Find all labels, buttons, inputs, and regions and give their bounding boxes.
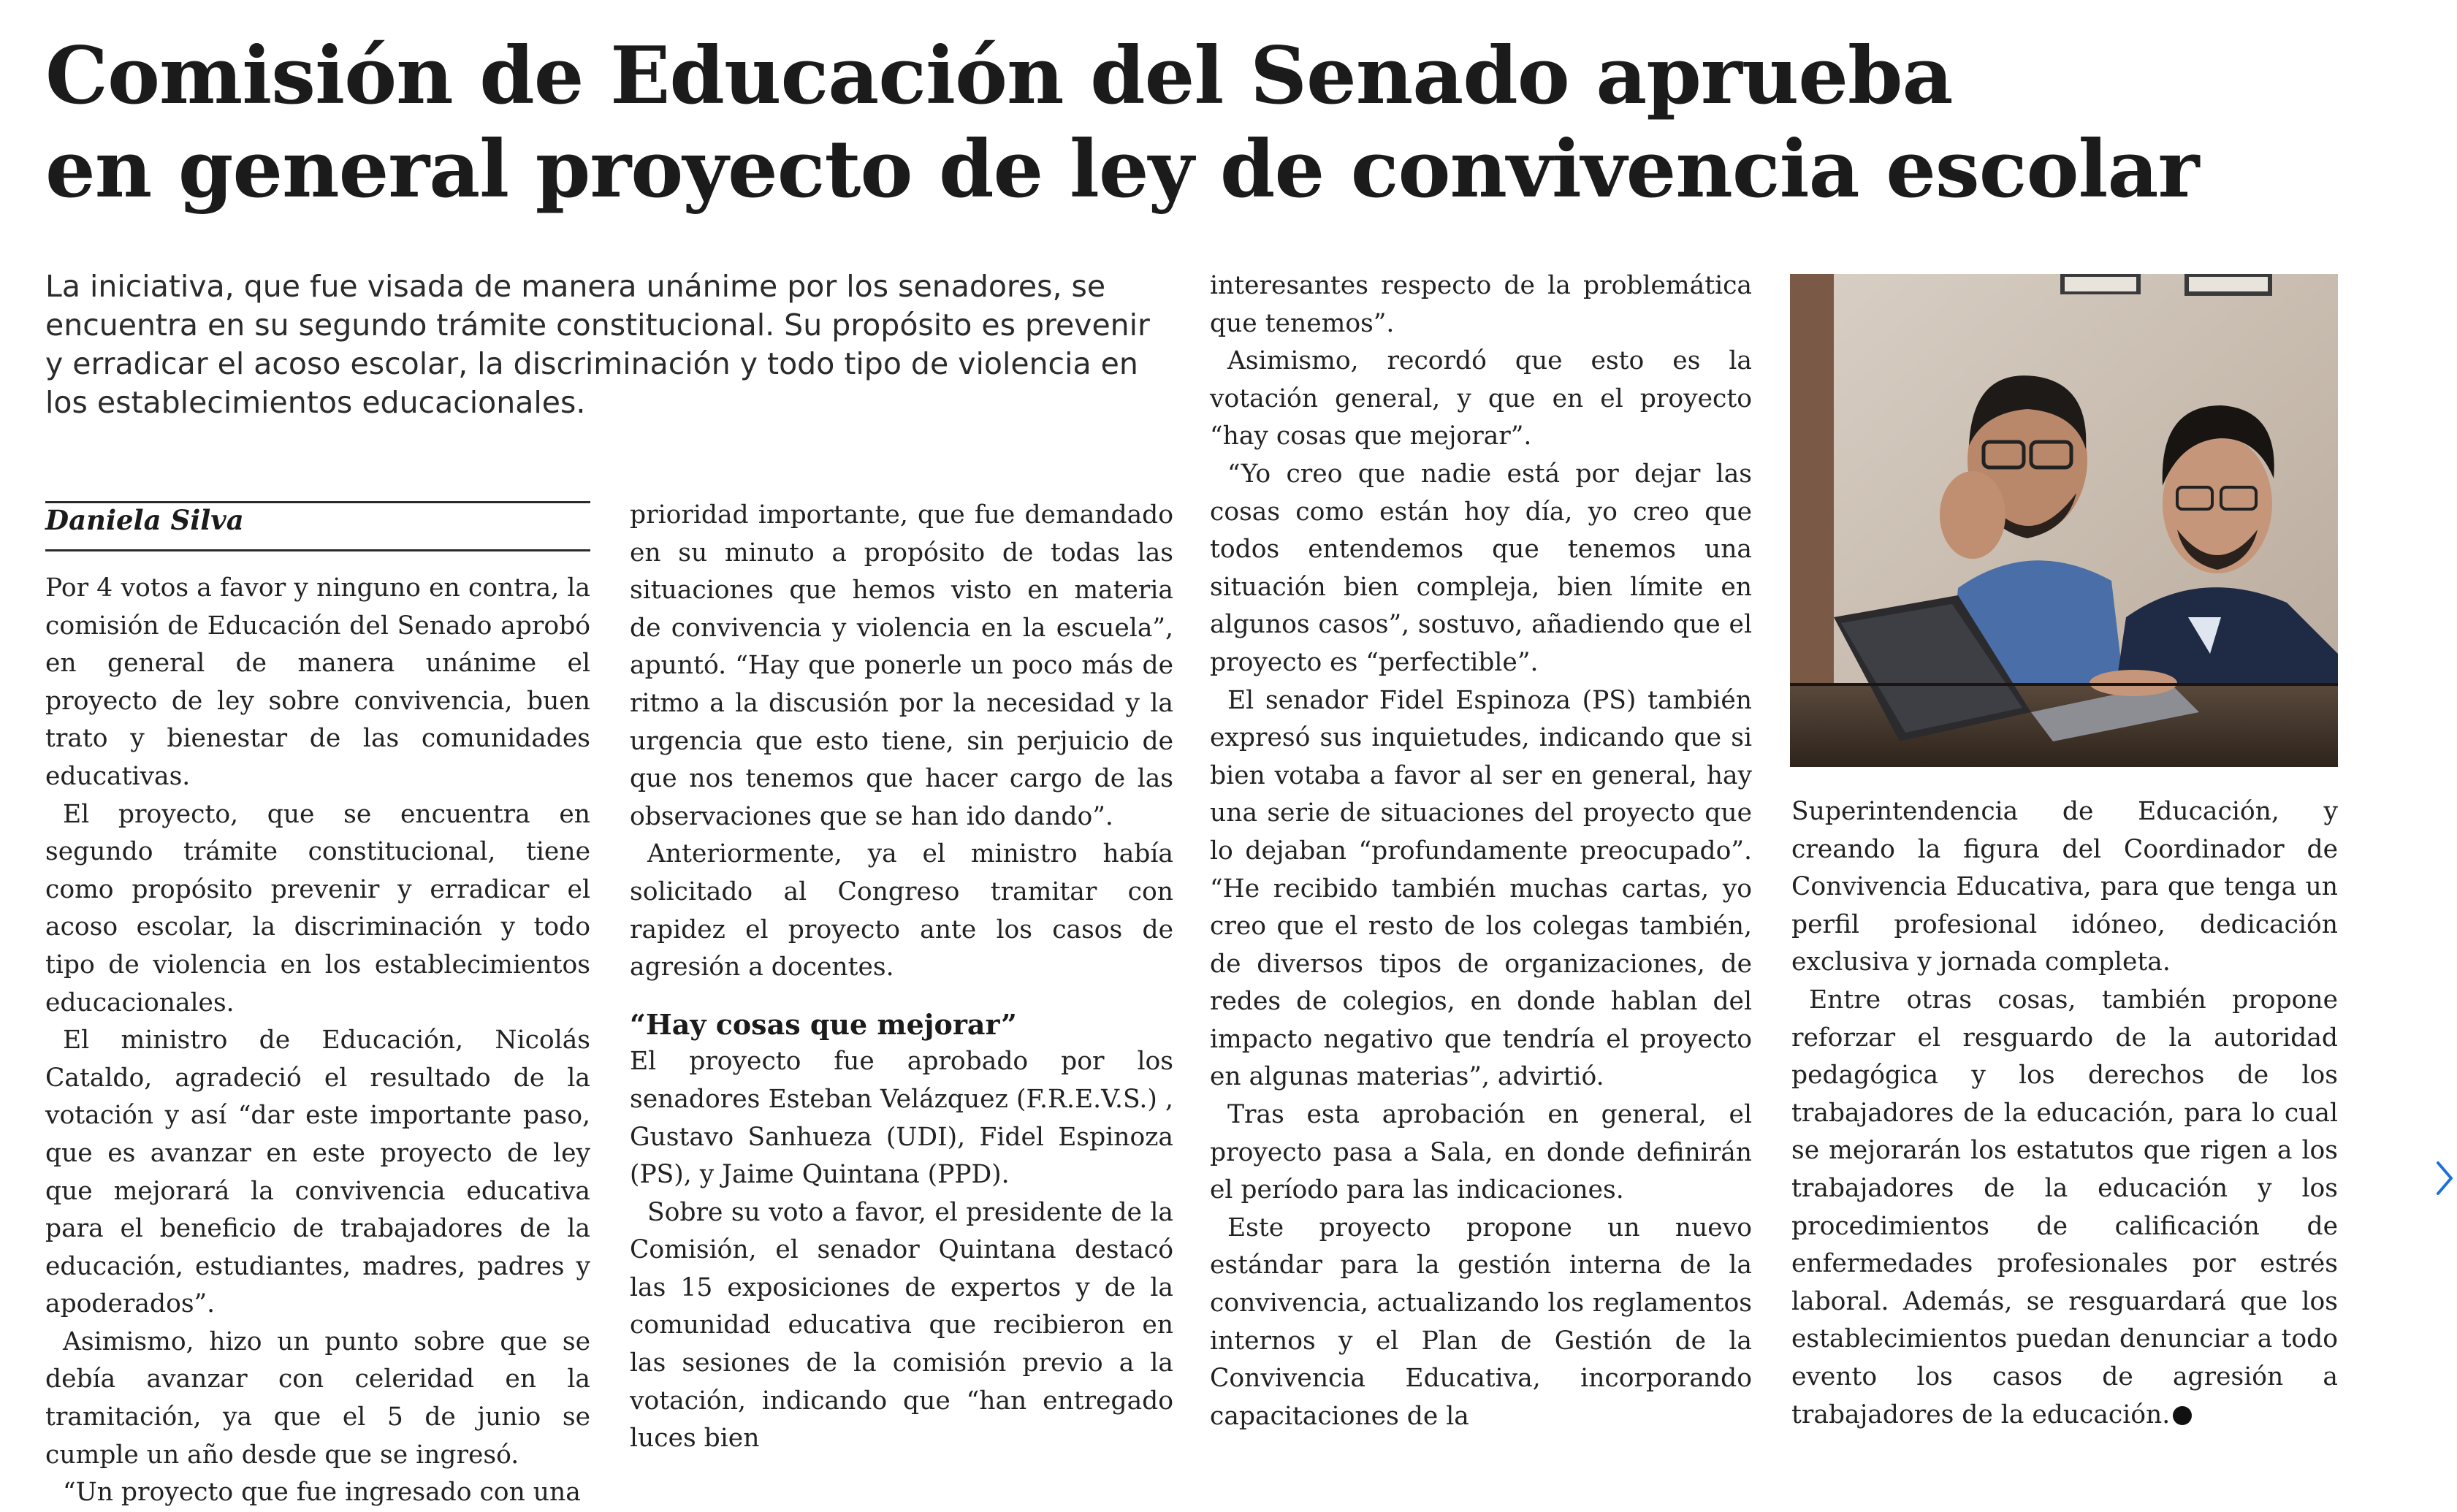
next-page-button[interactable] bbox=[2434, 1158, 2456, 1199]
paragraph: Entre otras cosas, también propone reforzar el resguardo de la autoridad pedagógica y los derechos de los trabajadores de la educación, para lo cual se mejorarán los estatutos que rigen a los trabajadores de la educación y los procedimientos de calificación de enfermedades profesionales por estrés laboral. Además, se resguardará que los establecimientos puedan denunciar a todo evento los casos de agresión a trabajadores de la educación. bbox=[1791, 985, 2338, 1429]
paragraph: Este proyecto propone un nuevo estándar para la gestión interna de la convivencia, actualizando los reglamentos internos y el Plan de Gestión de la Convivencia Educativa, incorporando capacitaciones de la bbox=[1210, 1213, 1752, 1431]
photo-meeting-image bbox=[1790, 274, 2338, 767]
headline-line-2: en general proyecto de ley de convivencia escolar bbox=[45, 123, 2199, 215]
article-column-2 bbox=[630, 497, 1173, 1458]
paragraph: El proyecto fue aprobado por los senadores Esteban Velázquez (F.R.E.V.S.) , Gustavo Sanhueza (UDI), Fidel Espinoza (PS), y Jaime Quintana (PPD). bbox=[630, 1047, 1173, 1190]
headline bbox=[45, 29, 2274, 216]
paragraph: “Yo creo que nadie está por dejar las cosas como están hoy día, yo creo que todos entendemos que tenemos una situación bien compleja, bien límite en algunos casos”, sostuvo, añadiendo que el proyecto es “perfectible”. bbox=[1210, 459, 1752, 677]
article-column-3 bbox=[1210, 267, 1752, 1435]
paragraph: Por 4 votos a favor y ninguno en contra, la comisión de Educación del Senado aprobó en general de manera unánime el proyecto de ley sobre convivencia, buen trato y bienestar de las comunidades educativas. bbox=[45, 573, 590, 791]
byline-bottom-rule bbox=[45, 549, 590, 551]
headline-line-1: Comisión de Educación del Senado aprueba bbox=[45, 30, 1953, 122]
byline: Daniela Silva bbox=[45, 504, 244, 536]
paragraph: Anteriormente, ya el ministro había solicitado al Congreso tramitar con rapidez el proyecto ante los casos de agresión a docentes. bbox=[630, 839, 1173, 982]
paragraph: Tras esta aprobación en general, el proyecto pasa a Sala, en donde definirán el período para las indicaciones. bbox=[1210, 1100, 1752, 1205]
paragraph: “Un proyecto que fue ingresado con una bbox=[63, 1478, 581, 1508]
paragraph: prioridad importante, que fue demandado en su minuto a propósito de todas las situaciones que hemos visto en materia de convivencia y violencia en la escuela”, apuntó. “Hay que ponerle un poco más de ritmo a la discusión por la necesidad y la urgencia que esto tiene, sin perjuicio de que nos tenemos que hacer cargo de las observaciones que se han ido dando”. bbox=[630, 500, 1173, 831]
paragraph: Superintendencia de Educación, y creando la figura del Coordinador de Convivencia Educativa, para que tenga un perfil profesional idóneo, dedicación exclusiva y jornada completa. bbox=[1791, 797, 2338, 977]
paragraph: Asimismo, recordó que esto es la votación general, y que en el proyecto “hay cosas que mejorar”. bbox=[1210, 346, 1752, 451]
paragraph: El proyecto, que se encuentra en segundo trámite constitucional, tiene como propósito prevenir y erradicar el acoso escolar, la discriminación y todo tipo de violencia en los establecimientos educacionales. bbox=[45, 799, 590, 1017]
article-lead: La iniciativa, que fue visada de manera unánime por los senadores, se encuentra en su segundo trámite constitucional. Su propósito es prevenir y erradicar el acoso escolar, la discriminación y todo tipo de violencia en los establecimientos educacionales. bbox=[45, 269, 1150, 420]
article-column-4 bbox=[1791, 793, 2338, 1434]
section-subheading: “Hay cosas que mejorar” bbox=[630, 1007, 1017, 1041]
paragraph: El ministro de Educación, Nicolás Cataldo, agradeció el resultado de la votación y así “dar este importante paso, que es avanzar en este proyecto de ley que mejorará la convivencia educativa para el beneficio de trabajadores de la educación, estudiantes, madres, padres y apoderados”. bbox=[45, 1026, 590, 1319]
end-of-article-mark bbox=[2173, 1406, 2192, 1425]
paragraph-with-endmark bbox=[1791, 982, 2338, 1434]
article-column-1 bbox=[45, 570, 590, 1512]
paragraph: Asimismo, hizo un punto sobre que se debía avanzar con celeridad en la tramitación, ya que el 5 de junio se cumple un año desde que se ingresó. bbox=[45, 1326, 590, 1470]
paragraph: El senador Fidel Espinoza (PS) también expresó sus inquietudes, indicando que si bien votaba a favor al ser en general, hay una serie de situaciones del proyecto que lo dejaban “profundamente preocupado”. “He recibido también muchas cartas, yo creo que el resto de los colegas también, de diversos tipos de organizaciones, de redes de colegios, en donde hablan del impacto negativo que tendría el proyecto en algunas materias”, advirtió. bbox=[1210, 685, 1752, 1092]
article-photo bbox=[1790, 274, 2338, 767]
paragraph: interesantes respecto de la problemática que tenemos”. bbox=[1210, 271, 1752, 338]
chevron-right-icon bbox=[2435, 1160, 2454, 1196]
byline-top-rule bbox=[45, 501, 590, 503]
paragraph: Sobre su voto a favor, el presidente de la Comisión, el senador Quintana destacó las 15 exposiciones de expertos y de la comunidad educativa que recibieron en las sesiones de la comisión previo a la votación, indicando que “han entregado luces bien bbox=[630, 1197, 1173, 1454]
